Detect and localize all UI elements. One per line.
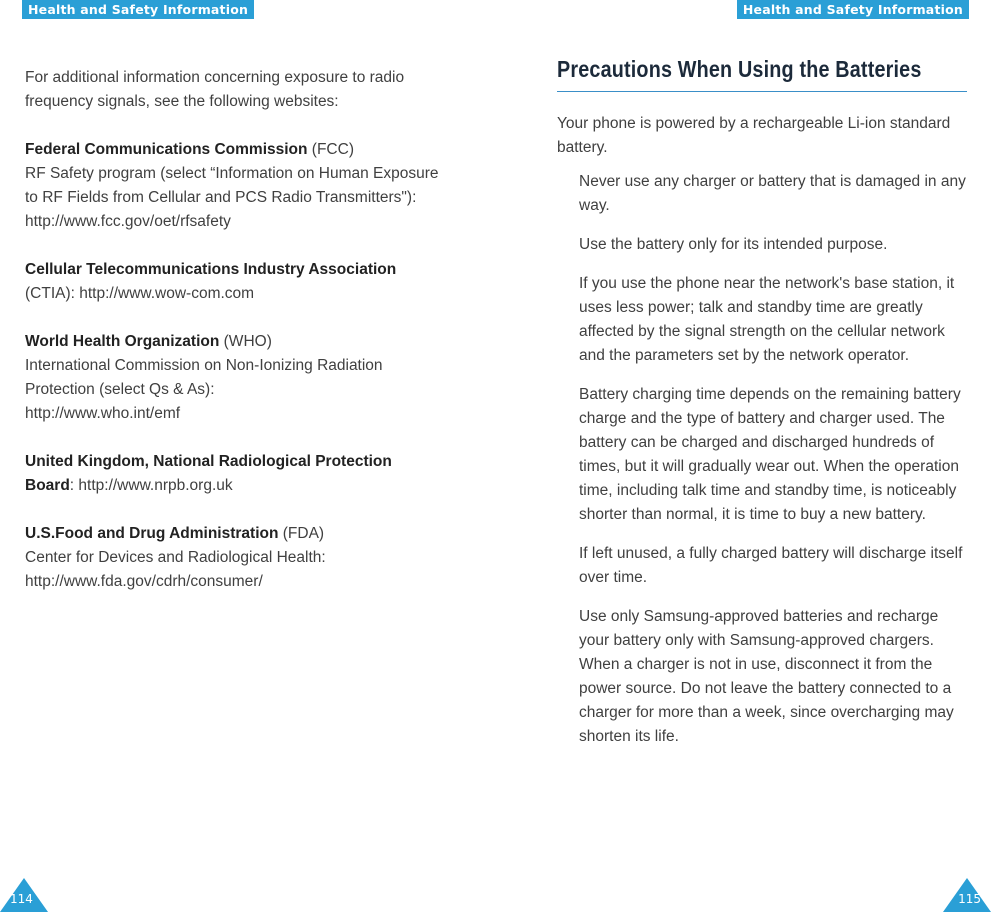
resource-entry [25, 522, 445, 594]
org-suffix: (WHO) [219, 333, 272, 350]
header-tab-right: Health and Safety Information [737, 0, 969, 19]
resource-detail: RF Safety program (select “Information on Human Exposure to RF Fields from Cellular and PCS Radio Transmitters"): [25, 165, 439, 206]
list-item: If you use the phone near the network's base station, it uses less power; talk and standby time are greatly affected by the signal strength on the cellular network and the parameters set by the network operator. [579, 275, 955, 364]
org-suffix: (FCC) [307, 141, 354, 158]
left-intro: For additional information concerning exposure to radio frequency signals, see the following websites: [25, 69, 405, 110]
resource-entry [25, 450, 445, 498]
org-name: Cellular Telecommunications Industry Association [25, 261, 397, 278]
resource-detail: International Commission on Non-Ionizing Radiation Protection (select Qs & As): [25, 357, 383, 398]
page-number-right: 115 [958, 892, 981, 906]
resource-entry [25, 258, 445, 306]
resource-url: http://www.who.int/emf [25, 405, 181, 422]
org-suffix: : http://www.nrpb.org.uk [69, 477, 233, 494]
list-item: Use only Samsung-approved batteries and recharge your battery only with Samsung-approved chargers. When a charger is not in use, disconnect it from the power source. Do not leave the battery connected to a charger for more than a week, since overcharging may shorten its life. [579, 608, 954, 745]
title-divider [557, 91, 967, 92]
list-item: Use the battery only for its intended purpose. [579, 236, 888, 253]
precautions-list [557, 170, 967, 749]
right-page-content [557, 56, 967, 764]
resource-url: http://www.fcc.gov/oet/rfsafety [25, 213, 231, 230]
resource-detail: (CTIA): http://www.wow-com.com [25, 285, 255, 302]
left-page-content [25, 66, 445, 618]
org-name: World Health Organization [25, 333, 220, 350]
org-name: U.S.Food and Drug Administration [25, 525, 279, 542]
page-title: Precautions When Using the Batteries [557, 56, 922, 82]
resource-url: http://www.fda.gov/cdrh/consumer/ [25, 573, 263, 590]
right-intro: Your phone is powered by a rechargeable Li-ion standard battery. [557, 115, 951, 156]
header-tab-left: Health and Safety Information [22, 0, 254, 19]
resource-detail: Center for Devices and Radiological Health: [25, 549, 326, 566]
resource-entry [25, 330, 445, 426]
list-item: Never use any charger or battery that is damaged in any way. [579, 173, 966, 214]
org-name: United Kingdom, National Radiological Protection Board [25, 453, 392, 494]
page-number-left: 114 [10, 892, 33, 906]
list-item: If left unused, a fully charged battery will discharge itself over time. [579, 545, 963, 586]
list-item: Battery charging time depends on the remaining battery charge and the type of battery and charger used. The battery can be charged and discharged hundreds of times, but it will gradually wear out. When the operation time, including talk time and standby time, is noticeably shorter than normal, it is time to buy a new battery. [579, 386, 961, 523]
resource-entry [25, 138, 445, 234]
org-name: Federal Communications Commission [25, 141, 308, 158]
org-suffix: (FDA) [278, 525, 325, 542]
